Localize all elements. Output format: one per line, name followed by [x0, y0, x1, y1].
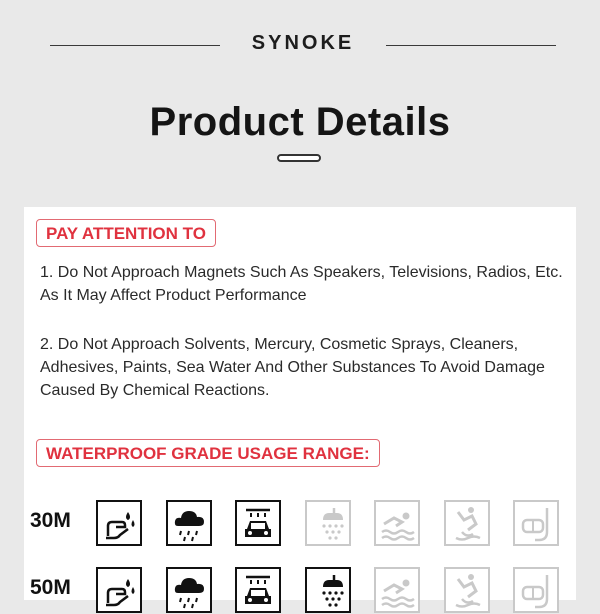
waterproof-tag: WATERPROOF GRADE USAGE RANGE: [36, 439, 380, 467]
waterproof-row-50m [24, 564, 576, 614]
snorkel-icon [513, 500, 559, 546]
car-wash-icon [235, 500, 281, 546]
brand-row [0, 28, 600, 64]
swimming-icon [374, 500, 420, 546]
swimming-icon [374, 567, 420, 613]
rain-icon [166, 567, 212, 613]
car-wash-icon [235, 567, 281, 613]
rain-icon [166, 500, 212, 546]
hand-wash-icon [96, 500, 142, 546]
shower-icon [305, 500, 351, 546]
page-title: Product Details [149, 100, 451, 144]
details-card [24, 207, 576, 600]
diving-icon [444, 500, 490, 546]
pay-attention-tag: PAY ATTENTION TO [36, 219, 216, 247]
depth-label: 50M [30, 576, 71, 599]
divider-left [50, 45, 220, 46]
brand-logo: SYNOKE [251, 32, 355, 54]
title-underline [277, 154, 321, 162]
hand-wash-icon [96, 567, 142, 613]
waterproof-row-30m [24, 497, 576, 547]
shower-icon [305, 567, 351, 613]
depth-label: 30M [30, 509, 71, 532]
divider-right [386, 45, 556, 46]
notice-item-1: 1. Do Not Approach Magnets Such As Speakers, Televisions, Radios, Etc. As It May Affect Product Performance [40, 264, 563, 304]
notice-item-2: 2. Do Not Approach Solvents, Mercury, Cosmetic Sprays, Cleaners, Adhesives, Paints, Sea Water And Other Substances To Avoid Damage Caused By Chemical Reactions. [40, 336, 545, 399]
snorkel-icon [513, 567, 559, 613]
diving-icon [444, 567, 490, 613]
